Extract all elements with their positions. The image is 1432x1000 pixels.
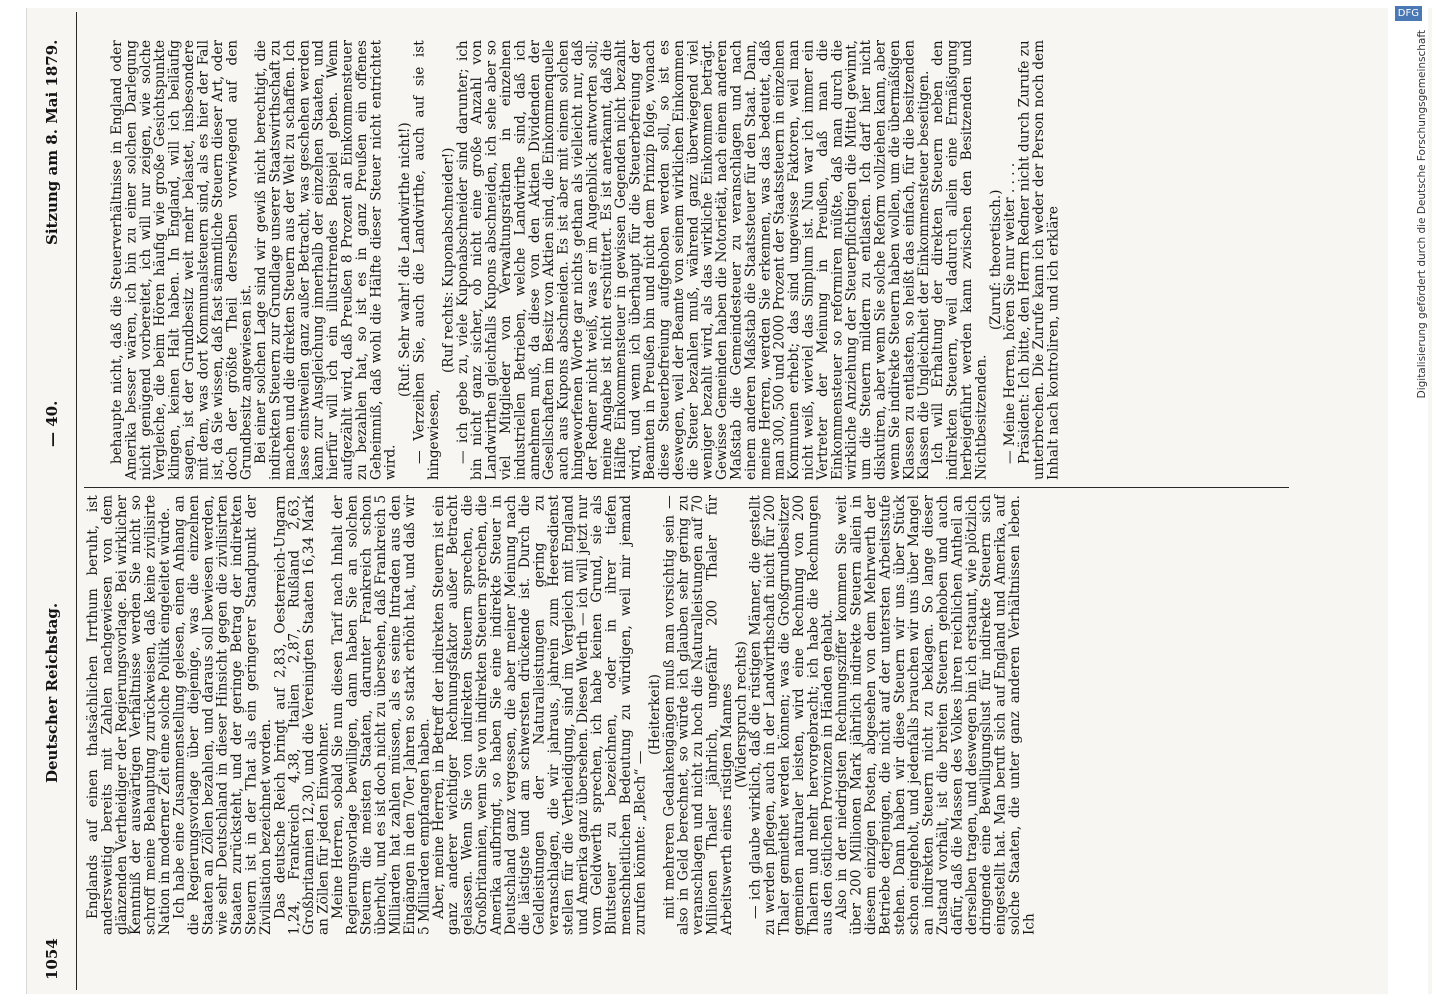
interjection: (Widerspruch rechts) xyxy=(733,641,750,789)
paragraph: Englands auf einen thatsächlichen Irrthum beruht, ist andersweitig bereits mit Zahlen nachgewiesen von dem glänzenden Vertheidiger der Regierungsvorlage. Bei wirklicher Kenntniß der auswärtigen Verhältnisse werden Sie nicht so schroff meine Behauptung zurückweisen, daß keine zivilisirte Nation in moderner Zeit eine solche Politik eingeleitet würde. xyxy=(85,495,174,935)
session-date: Sitzung am 8. Mai 1879. xyxy=(43,40,61,246)
paragraph: Präsident: Ich bitte, den Herrn Redner nicht durch Zurufe zu unterbrechen. Die Zurufe kann ich weder der Person noch dem Inhalt nach kontroliren, und ich erkläre xyxy=(1016,40,1062,480)
left-text-column xyxy=(85,495,1038,935)
session-number: — 40. xyxy=(43,400,61,448)
digitization-credit: Digitalisierung gefördert durch die Deutsche Forschungsgemeinschaft xyxy=(1416,30,1428,399)
dfg-logo: DFG xyxy=(1395,6,1422,21)
paragraph: behaupte nicht, daß die Steuerverhältnisse in England oder Amerika besser wären, ich bin zu einer solchen Darlegung nicht genügend vorbereitet, ich will nur zeigen, wie solche Vergleiche, die beim Hören häufig wie große Gesichtspunkte klingen, keinen Halt haben. In England, will ich beiläufig sagen, ist der Grundbesitz weit mehr belastet, insbesondere mit dem, was dort Kommunalsteuern sind, als es hier der Fall ist, da Sie wissen, daß fast sämmtliche Steuern dieser Art, oder doch der größte Theil derselben vorwiegend auf den Grundbesitz angewiesen ist. xyxy=(109,40,255,480)
paragraph: Das deutsche Reich bringt auf 2,83, Oesterreich-Ungarn 1,24, Frankreich 4,38, Italien 2,87, Rußland 2,63, Großbritannien 12,30, und die Vereinigten Staaten 16,34 Mark an Zöllen für jeden Einwohner. xyxy=(272,495,332,935)
running-header xyxy=(38,40,66,980)
publication-title: Deutscher Reichstag. xyxy=(43,602,61,783)
column-divider xyxy=(84,487,1289,488)
paragraph: Meine Herren, sobald Sie nun diesen Tarif nach Inhalt der Regierungsvorlage bewilligen, dann haben Sie an solchen Steuern die meisten Staaten, darunter Frankreich schon überholt, und es ist doch nicht zu übersehen, daß Frankreich 5 Milliarden hat zahlen müssen, als es seine Intraden aus den Eingängen in den 70er Jahren so stark erhöht hat, und daß wir 5 Milliarden empfangen haben. xyxy=(329,495,433,935)
page-number: 1054 xyxy=(43,938,61,980)
right-text-column xyxy=(110,40,1300,480)
paragraph: — Verzeihen Sie, auch die Landwirthe, auch auf sie ist hingewiesen, xyxy=(411,40,442,480)
paragraph: — Meine Herren, hören Sie nur weiter . . . . xyxy=(1002,162,1019,464)
interjection: (Zuruf: theoretisch.) xyxy=(987,189,1004,331)
paragraph: mit mehreren Gedankengängen muß man vorsichtig sein — also in Geld berechnet, so würde ich glauben sehr gering zu veranschlagen und nicht zu hoch die Naturalleistungen auf 70 Millionen Thaler jährlich, ungefähr 200 Thaler für Arbeitswerth eines rüstigen Mannes xyxy=(661,495,735,935)
paragraph: Also in der niedrigsten Rechnungsziffer kommen Sie weit über 200 Millionen Mark jährlich indirekte Steuern allein in diesem einzigen Posten, abgesehen von dem Mehrwerth der Betriebe derjenigen, die nicht auf der untersten Arbeitsstufe stehen. Dann haben wir diese Steuern wir uns über Stück schon eingeholt, und jedenfalls brauchen wir uns über Mangel an indirekten Steuern nicht zu beklagen. So lange dieser Zustand vorhält, ist die breiten Steuern gehoben und auch dafür, daß die Massen des Volkes ihren reichlichen Antheil an derselben tragen, und deswegen bin ich erstaunt, wie plötzlich dringende eine Bewilligungslust für indirekte Steuern sich eingestellt hat. Man beruft sich auf England und Amerika, auf solche Staaten, die unter ganz anderen Verhältnissen leben. Ich xyxy=(834,495,1038,935)
paragraph: Aber, meine Herren, in Betreff der indirekten Steuern ist ein ganz anderer wichtiger Rechnungsfaktor außer Betracht gelassen. Wenn Sie von indirekten Steuern sprechen, die Großbritannien, wenn Sie von indirekten Steuern sprechen, die Amerika aufbringt, so haben Sie eine indirekte Steuer in Deutschland ganz vergessen, die aber meiner Meinung nach die lästigste und am schwersten drückende ist. Durch die Geldleistungen der Naturalleistungen gering zu veranschlagen, die wir jahraus, jahrein zum Heeresdienst stellen für die Vertheidigung, sind im Vergleich mit England und Amerika ganz übersehen. Diesen Werth — ich will jetzt nur vom Geldwerth sprechen, ich habe keinen Grund, sie als Blutsteuer zu bezeichnen, oder in ihrer tiefen menschheitlichen Bedeutung zu würdigen, weil mir jemand zurufen könnte: „Blech“ — xyxy=(430,495,649,935)
paragraph: Bei einer solchen Lage sind wir gewiß nicht berechtigt, die indirekten Steuern zur Grundlage unserer Staatswirthschaft zu machen und die direkten Steuern aus der Welt zu schaffen. Ich lasse einstweilen ganz außer Betracht, was geschehen werden kann zur Ausgleichung innerhalb der einzelnen Staaten, und hierfür will ich ein illustrirendes Beispiel geben. Wenn aufgezählt wird, daß Preußen 8 Prozent an Einkommensteuer zu bezahlen hat, so ist es in ganz Preußen ein offenes Geheimniß, daß wohl die Hälfte dieser Steuer nicht entrichtet wird. xyxy=(253,40,399,480)
interjection: (Ruf: Sehr wahr! die Landwirthe nicht!) xyxy=(397,122,414,398)
paragraph: Ich habe eine Zusammenstellung gelesen, einen Anhang an die Regierungsvorlage über diejenige, was die einzelnen Staaten an Zöllen bezahlen, und daraus soll bewiesen werden, wie sehr Deutschland in dieser Hinsicht gegen die zivilisirten Staaten zurücksteht, und der geringe Betrag der indirekten Steuern ist in der That als ein geringerer Standpunkt der Zivilisation bezeichnet worden. xyxy=(171,495,274,935)
header-rule xyxy=(76,12,77,990)
interjection: (Heiterkeit) xyxy=(646,674,663,756)
paragraph: Ich will Erhaltung der direkten Steuern neben den indirekten Steuern, weil dadurch allein eine Ermäßigung herbeigeführt werden kann zwischen den Besitzenden und Nichtbesitzenden. xyxy=(930,40,990,480)
paragraph: — ich gebe zu, viele Kuponabschneider sind darunter; ich bin nicht ganz sicher, ob nicht eine große Anzahl von Landwirthen gleichfalls Kupons abschneiden, ich sehe aber so viel Mitglieder von Verwaltungsräthen in einzelnen industriellen Betrieben, welche Landwirthe sind, daß ich annehmen muß, da diese von den Aktien Dividenden der Gesellschaften im Besitz von Aktien sind, die Einkommenquelle auch aus Kupons abschneiden. Es ist aber mit einem solchen hingeworfenen Worte gar nichts gethan als vielleicht nur, daß der Redner nicht weiß, was er im Augenblick antworten soll; meine Angabe ist nicht erschüttert. Es ist anerkannt, daß die Hälfte Einkommensteuer in gewissen Gegenden nicht bezahlt wird, und wenn ich überhaupt für die Steuerbefreiung der Beamten in Preußen bin und nicht dem Prinzip folge, wonach diese Steuerbefreiung aufgehoben werden soll, so ist es deswegen, weil der Beamte von seinem wirklichen Einkommen die Steuer bezahlen muß, während ganz überwiegend viel weniger bezahlt wird, als das wirkliche Einkommen beträgt. Gewisse Gemeinden haben die Notorietät, nach einem anderen Maßstab die Gemeindesteuer zu veranschlagen und nach einem anderen Maßstab die Staatssteuer für den Staat. Dann, meine Herren, werden Sie erkennen, was das bedeutet, daß man 300, 500 und 2000 Prozent der Staatssteuern in einzelnen Kommunen erhebt; das sind ungewisse Faktoren, weil man nicht weiß, wieviel das Simplum ist. Nun war ich immer ein Vertreter der Meinung in Preußen, daß man die Einkommensteuer so reformiren müßte, daß man durch die wirkliche Anziehung der Steuerpflichtigen die Mittel gewinnt, um die Steuern mildern zu entlasten. Ich darf hier nicht diskutiren, aber wenn Sie solche Reform vollziehen kann, aber wenn Sie indirekte Steuern haben wollen, um die übermäßigen Klassen zu entlasten, so heißt das einfach, für die besitzenden Klassen die Ungleichheit der Einkommensteuer beseitigen. xyxy=(454,40,932,480)
paragraph: — ich glaube wirklich, daß die rüstigen Männer, die gestellt zu werden pflegen, auch in der Landwirthschaft nicht für 200 Thaler gemiethet werden können; was die Großgrundbesitzer gemeinen naturaler leisten, wird eine Rechnung von 200 Thalern und mehr hervorgebracht; ich habe die Rechnungen aus den östlichen Provinzen in Händen gehabt. xyxy=(747,495,836,935)
interjection: (Ruf rechts: Kuponabschneider!) xyxy=(440,147,457,373)
